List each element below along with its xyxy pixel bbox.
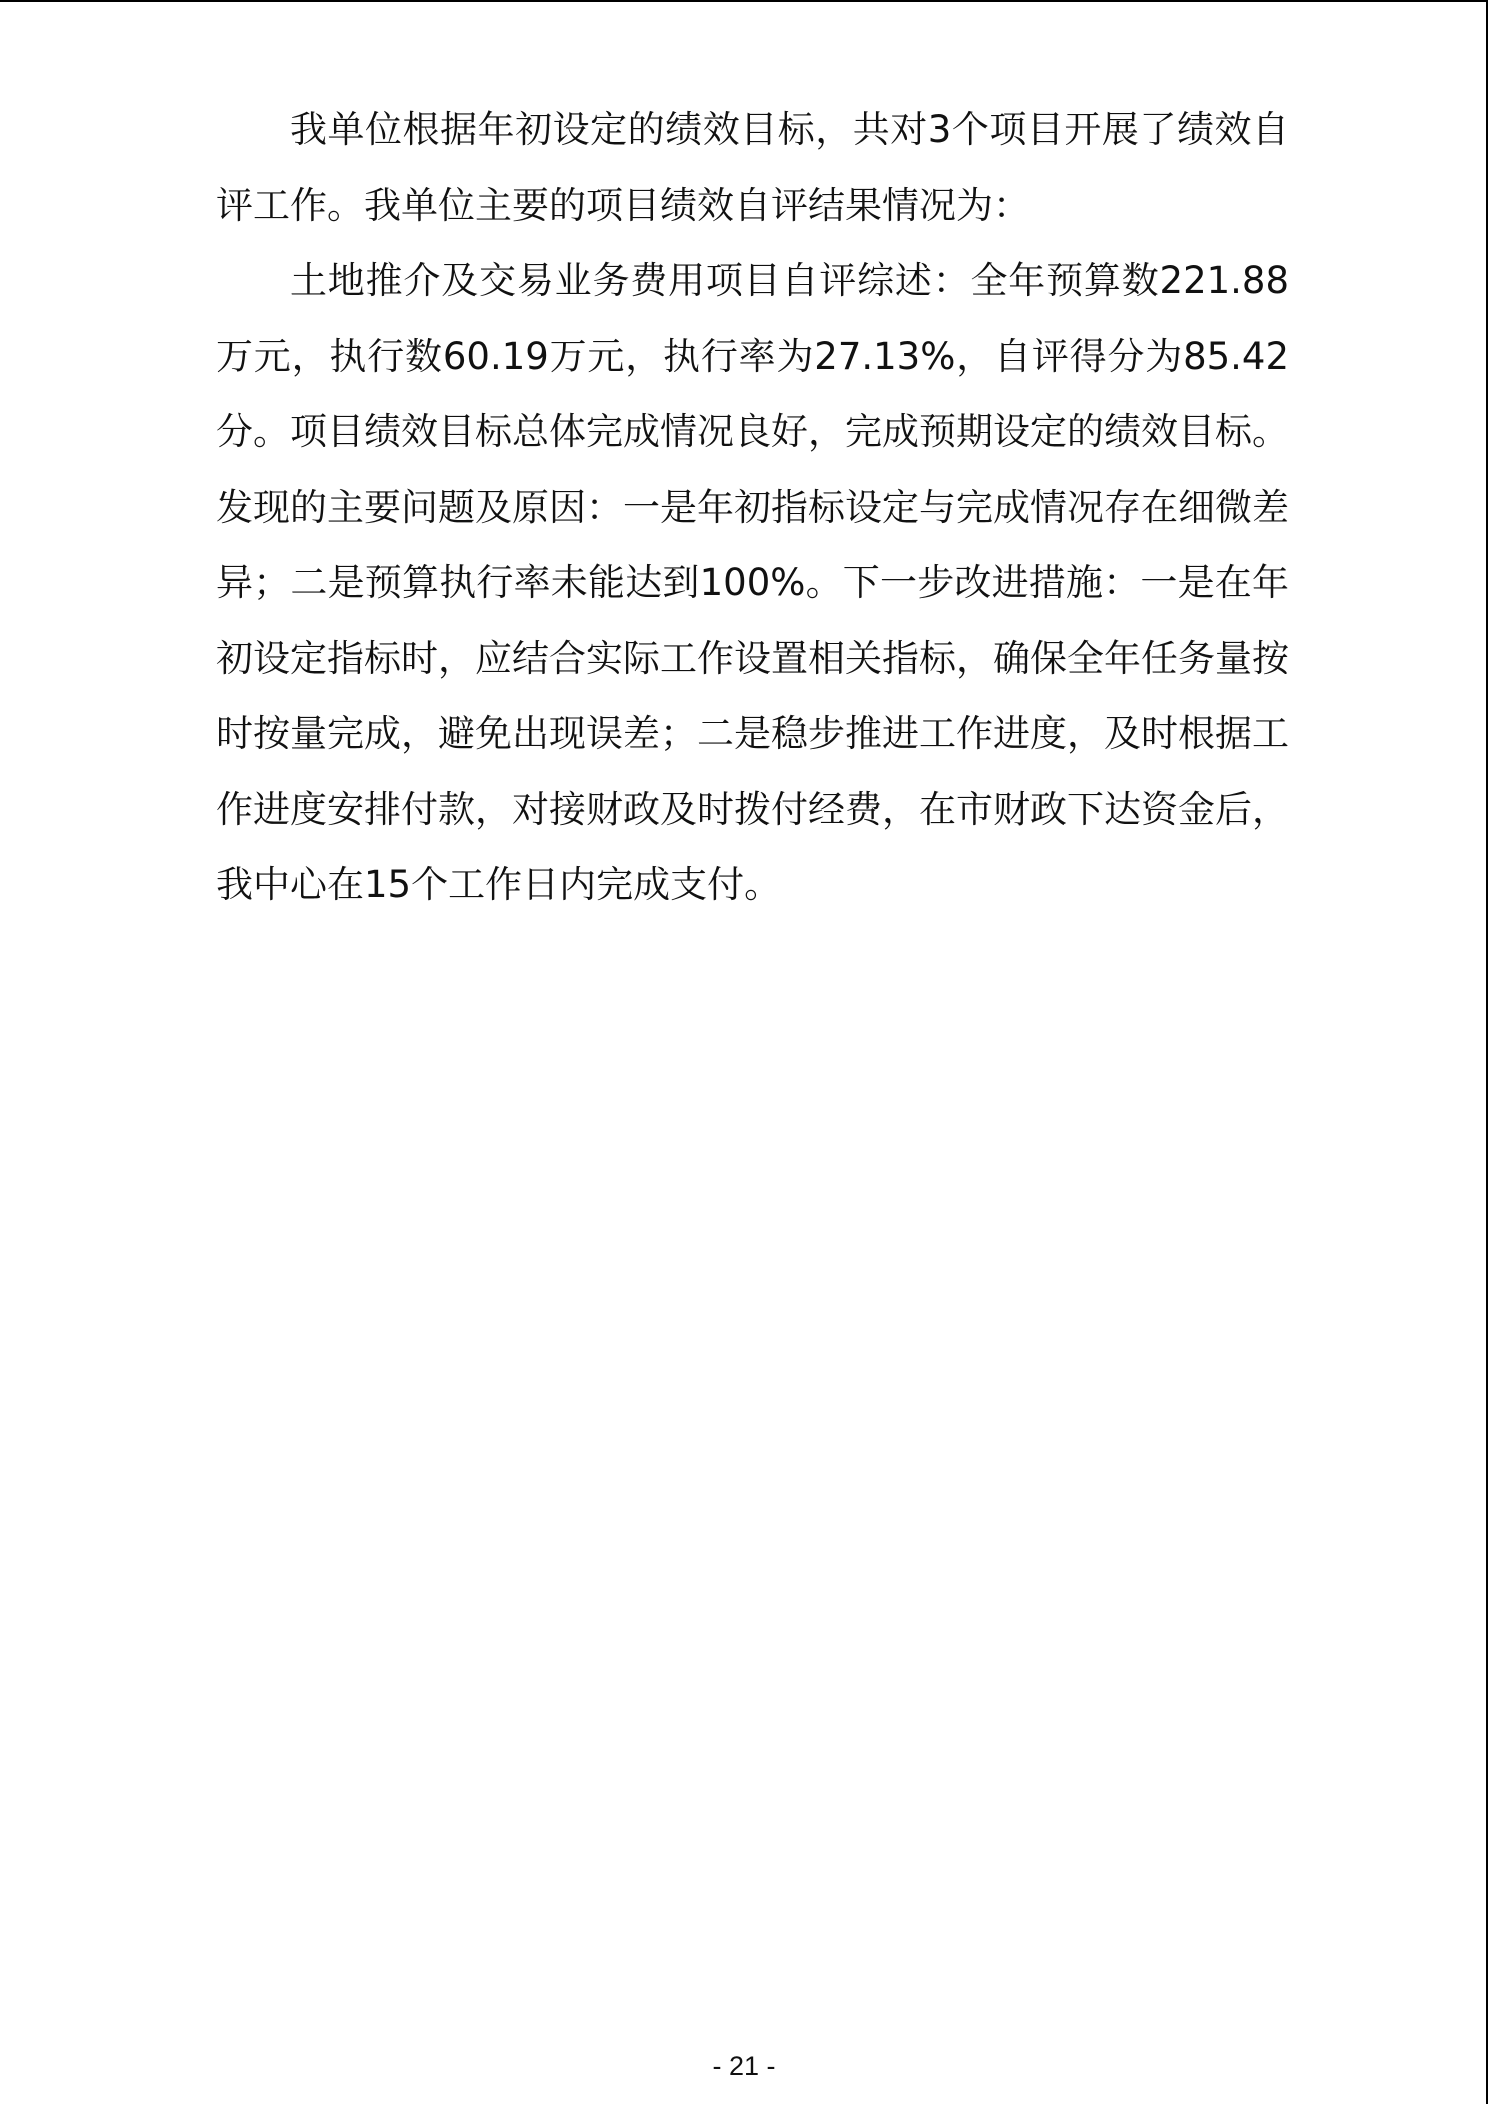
- page-number: - 21 -: [712, 2051, 776, 2081]
- paragraph-intro: 我单位根据年初设定的绩效目标，共对3个项目开展了绩效自评工作。我单位主要的项目绩效自评结果情况为：: [216, 108, 1289, 227]
- paragraph-project-summary: 土地推介及交易业务费用项目自评综述：全年预算数221.88万元，执行数60.19万元，执行率为27.13%，自评得分为85.42分。项目绩效目标总体完成情况良好，完成预期设定的绩效目标。发现的主要问题及原因：一是年初指标设定与完成情况存在细微差异；二是预算执行率未能达到100%。下一步改进措施：一是在年初设定指标时，应结合实际工作设置相关指标，确保全年任务量按时按量完成，避免出现误差；二是稳步推进工作进度，及时根据工作进度安排付款，对接财政及时拨付经费，在市财政下达资金后，我中心在15个工作日内完成支付。: [216, 259, 1289, 906]
- document-body: [216, 92, 1289, 923]
